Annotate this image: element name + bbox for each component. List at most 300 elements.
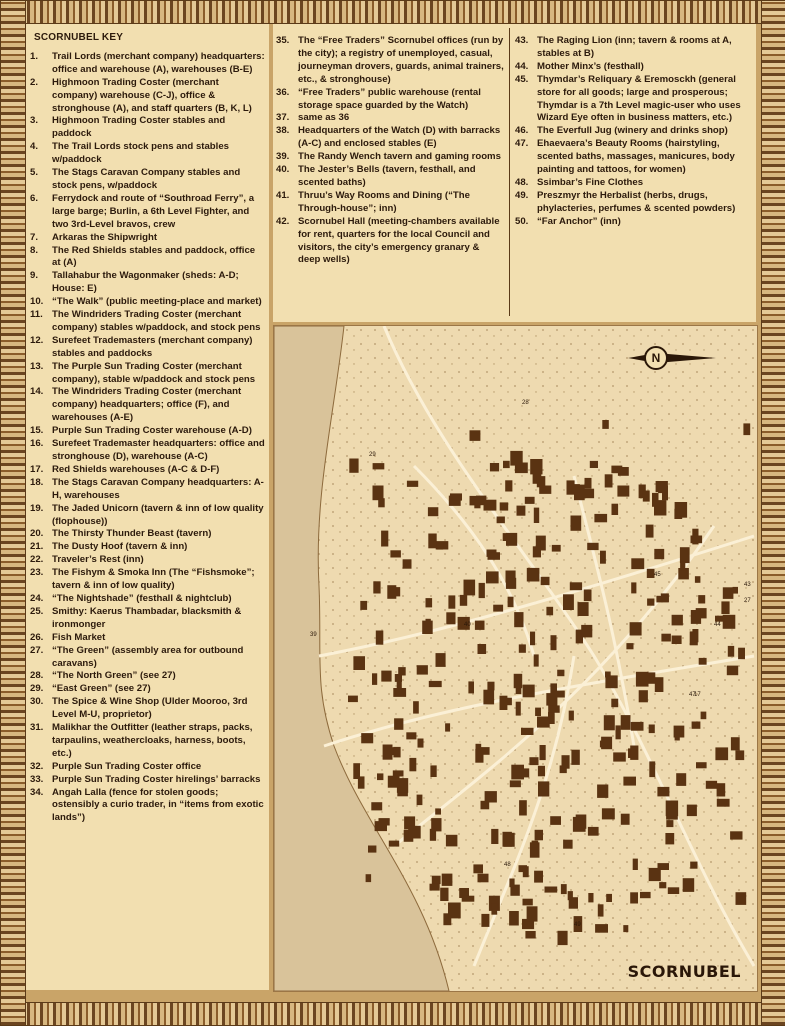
key-column-1 <box>30 32 266 825</box>
key-entry-number: 9. <box>30 270 39 282</box>
key-entry-text: “Far Anchor” (inn) <box>537 215 621 227</box>
building <box>445 723 450 731</box>
key-entry-number: 26. <box>30 631 44 643</box>
building <box>631 582 636 593</box>
key-entry-text: The Red Shields stables and paddock, office at (A) <box>52 244 256 269</box>
building <box>683 878 695 892</box>
building <box>448 595 455 608</box>
key-entry-number: 38. <box>276 125 290 137</box>
building <box>517 506 526 516</box>
building <box>696 762 707 768</box>
key-entry <box>276 151 504 164</box>
building <box>534 654 539 666</box>
key-entry <box>276 112 504 125</box>
building <box>631 558 644 569</box>
building <box>626 643 633 649</box>
key-entry-number: 4. <box>30 141 39 153</box>
key-entry-text: Surefeet Trademasters (merchant company) stables and paddocks <box>52 334 253 359</box>
building <box>440 888 448 901</box>
key-entry-number: 1. <box>30 50 39 62</box>
key-entry-number: 31. <box>30 722 44 734</box>
key-entry-text: Purple Sun Trading Coster hirelings’ barracks <box>52 773 261 785</box>
border-bottom <box>0 1002 785 1026</box>
building <box>617 486 629 497</box>
building <box>569 897 578 909</box>
building <box>509 911 519 926</box>
building <box>432 876 441 884</box>
building <box>519 644 526 652</box>
key-entry <box>30 606 266 632</box>
key-entry <box>515 61 753 74</box>
building <box>376 631 384 645</box>
building <box>446 612 455 624</box>
key-entry-text: The Fishym & Smoka Inn (The “Fishsmoke”; tavern & inn of low quality) <box>52 567 255 592</box>
key-list-1 <box>30 51 266 825</box>
building <box>584 590 592 602</box>
building <box>407 481 418 487</box>
building <box>646 525 654 538</box>
building <box>486 571 499 583</box>
building <box>721 601 729 614</box>
building <box>665 833 674 844</box>
key-entry-number: 29. <box>30 683 44 695</box>
key-entry <box>30 51 266 77</box>
building <box>360 601 367 610</box>
key-entry-number: 45. <box>515 73 529 85</box>
building <box>417 665 428 674</box>
building <box>692 722 701 729</box>
building <box>510 451 522 466</box>
building <box>537 476 546 487</box>
key-entry-text: “The Nightshade” (festhall & nightclub) <box>52 592 232 604</box>
key-list-3 <box>515 35 753 229</box>
key-entry <box>30 593 266 606</box>
key-entry-number: 46. <box>515 125 529 137</box>
building <box>464 580 476 596</box>
building <box>598 904 604 916</box>
building <box>394 718 403 730</box>
key-entry-text: Purple Sun Trading Coster office <box>52 760 202 772</box>
key-entry-text: The “Free Traders” Scornubel offices (run by the city); a registry of unemployed, casual, journeyman drovers, guards, animal trainers, etc., & stronghouse) <box>298 35 504 85</box>
key-entry-text: “The Walk” (public meeting-place and market) <box>52 296 262 308</box>
key-entry <box>30 309 266 335</box>
building <box>430 765 436 777</box>
building <box>631 722 644 731</box>
key-entry <box>30 232 266 245</box>
building <box>430 884 440 891</box>
building <box>538 781 549 796</box>
building <box>611 699 618 708</box>
key-entry-number: 27. <box>30 644 44 656</box>
key-entry-number: 24. <box>30 592 44 604</box>
map-title: SCORNUBEL <box>627 962 741 981</box>
building <box>733 587 738 594</box>
key-entry-number: 3. <box>30 115 39 127</box>
key-entry-text: The Thirsty Thunder Beast (tavern) <box>52 528 212 540</box>
key-entry <box>515 177 753 190</box>
building <box>600 551 606 564</box>
map-location-number: 39 <box>310 632 317 638</box>
building <box>623 777 636 786</box>
key-entry-text: The Spice & Wine Shop (Ulder Mooroo, 3rd Level M-U, proprietor) <box>52 696 248 721</box>
building <box>490 463 499 471</box>
key-entry-text: Malikhar the Outfitter (leather straps, packs, tarpaulins, weathercloaks, harness, boots, etc.) <box>52 722 253 759</box>
building <box>534 508 539 523</box>
key-entry <box>515 35 753 61</box>
building <box>600 741 612 748</box>
key-entry <box>30 296 266 309</box>
key-entry-number: 30. <box>30 696 44 708</box>
building <box>738 648 745 660</box>
building <box>727 666 738 676</box>
key-entry <box>30 77 266 116</box>
building <box>473 864 483 873</box>
key-entry <box>30 425 266 438</box>
building <box>639 690 648 702</box>
building <box>519 800 527 815</box>
building <box>538 766 545 777</box>
building <box>417 795 423 806</box>
building <box>389 841 399 847</box>
key-entry-number: 37. <box>276 112 290 124</box>
key-entry <box>515 190 753 216</box>
key-entry-text: Tallahabur the Wagonmaker (sheds: A-D; House: E) <box>52 270 239 295</box>
key-entry-text: Traveler’s Rest (inn) <box>52 554 144 566</box>
building <box>630 746 638 760</box>
key-entry-text: “Free Traders” public warehouse (rental storage space guarded by the Watch) <box>298 86 481 111</box>
building <box>630 622 642 635</box>
building <box>485 791 497 802</box>
key-entry <box>276 190 504 216</box>
building <box>706 781 717 789</box>
building <box>442 874 453 886</box>
building <box>390 550 401 557</box>
key-entry-text: The Stags Caravan Company stables and stock pens, w/paddock <box>52 167 241 191</box>
building <box>475 621 485 630</box>
key-entry-text: Mother Minx’s (festhall) <box>537 60 644 72</box>
map-location-number: 43 <box>744 582 751 588</box>
key-entry <box>30 361 266 387</box>
key-entry-number: 12. <box>30 334 44 346</box>
building <box>649 761 655 777</box>
key-entry-number: 48. <box>515 176 529 188</box>
border-right <box>761 0 785 1026</box>
key-column-3 <box>515 35 753 229</box>
key-entry-text: Thymdar’s Reliquary & Eremosckh (general store for all goods; large and prosperous; Thymdar is a 7th Level magic-user who uses Wizard Eye often in business matters, etc.) <box>537 73 741 124</box>
key-entry-number: 2. <box>30 76 39 88</box>
building <box>717 799 730 807</box>
building <box>570 582 582 590</box>
key-entry-number: 49. <box>515 189 529 201</box>
building <box>666 801 678 817</box>
key-entry-number: 13. <box>30 360 44 372</box>
building <box>383 745 393 760</box>
building <box>435 808 441 814</box>
key-entry-text: Purple Sun Trading Coster warehouse (A-D) <box>52 425 252 437</box>
key-entry <box>30 438 266 464</box>
building <box>408 826 421 839</box>
building <box>430 829 436 841</box>
building <box>470 430 481 441</box>
building <box>503 832 512 847</box>
building <box>503 461 510 468</box>
building <box>521 728 534 735</box>
building <box>578 602 589 616</box>
map-location-number: 27 <box>744 598 751 604</box>
building <box>606 894 612 902</box>
building <box>388 776 400 788</box>
key-entry-text: Preszmyr the Herbalist (herbs, drugs, phylacteries, perfumes & scented powders) <box>537 189 736 214</box>
key-entry-number: 41. <box>276 189 290 201</box>
key-entry <box>515 216 753 229</box>
key-entry <box>30 554 266 567</box>
building <box>605 474 613 487</box>
key-entry-text: Ssimbar’s Fine Clothes <box>537 176 644 188</box>
building <box>666 820 673 827</box>
building <box>590 461 598 468</box>
building <box>698 595 705 603</box>
building <box>571 516 582 531</box>
key-entry <box>30 386 266 425</box>
building <box>348 696 358 703</box>
building <box>562 755 570 769</box>
building <box>715 747 728 760</box>
building <box>695 576 701 583</box>
building <box>643 491 650 502</box>
building <box>558 931 568 945</box>
building <box>358 776 365 788</box>
building <box>696 608 707 618</box>
key-entry-number: 20. <box>30 528 44 540</box>
building <box>715 616 728 622</box>
building <box>551 635 557 650</box>
key-entry-number: 25. <box>30 605 44 617</box>
building <box>575 817 582 829</box>
building <box>535 830 543 841</box>
building <box>525 497 535 504</box>
map-location-number: 48 <box>504 862 511 868</box>
building <box>604 715 615 730</box>
key-entry <box>30 477 266 503</box>
key-entry-text: The Trail Lords stock pens and stables w/paddock <box>52 141 230 166</box>
building <box>368 846 376 853</box>
building <box>548 705 560 712</box>
key-entry-number: 19. <box>30 502 44 514</box>
building <box>699 658 707 665</box>
building <box>612 504 619 515</box>
key-entry <box>276 87 504 113</box>
building <box>479 583 485 598</box>
building <box>523 866 529 877</box>
building <box>448 903 461 919</box>
key-entry-number: 39. <box>276 151 290 163</box>
building <box>595 924 608 933</box>
building <box>661 634 671 642</box>
building <box>561 884 567 894</box>
key-list-2 <box>276 35 504 267</box>
building <box>491 829 498 844</box>
key-entry <box>276 164 504 190</box>
building <box>462 896 475 902</box>
key-entry-number: 23. <box>30 567 44 579</box>
building <box>649 868 661 881</box>
building <box>523 899 533 906</box>
key-entry-number: 10. <box>30 296 44 308</box>
building <box>728 646 734 657</box>
building <box>687 805 697 817</box>
key-entry <box>276 216 504 268</box>
key-entry <box>30 645 266 671</box>
key-entry <box>276 125 504 151</box>
key-entry-number: 43. <box>515 35 529 46</box>
building <box>514 674 523 688</box>
key-entry <box>30 270 266 296</box>
key-entry-text: Arkaras the Shipwright <box>52 231 158 243</box>
key-entry-text: same as 36 <box>298 112 350 124</box>
building <box>387 585 396 599</box>
key-entry-number: 5. <box>30 167 39 179</box>
key-entry-text: Highmoon Trading Coster stables and paddock <box>52 115 226 140</box>
building <box>690 862 697 869</box>
building <box>736 892 747 905</box>
key-entry-text: Thruu’s Way Rooms and Dining (“The Through-house”; inn) <box>298 189 470 214</box>
key-column-2 <box>276 35 504 267</box>
building <box>602 808 615 819</box>
building <box>674 726 685 738</box>
building <box>483 690 494 705</box>
building <box>621 814 630 825</box>
key-entry-number: 33. <box>30 773 44 785</box>
building <box>377 773 383 780</box>
key-entry-number: 35. <box>276 35 290 46</box>
key-entry-number: 36. <box>276 86 290 98</box>
building <box>487 682 494 691</box>
building <box>692 629 698 642</box>
building <box>381 531 388 547</box>
key-entry-number: 40. <box>276 164 290 176</box>
building <box>506 578 516 589</box>
key-entry-number: 7. <box>30 231 39 243</box>
building <box>418 739 424 748</box>
map-location-number: 40 <box>464 622 471 628</box>
building <box>540 745 546 760</box>
key-entry-text: Ferrydock and route of “Southroad Ferry”, a large barge; Burlin, a 6th Level Fighter, and two 3rd-Level bravos, crew <box>52 192 255 230</box>
building <box>366 874 372 882</box>
building <box>500 502 509 510</box>
building <box>534 871 543 883</box>
key-entry-number: 11. <box>30 309 43 321</box>
building <box>668 887 679 894</box>
border-left <box>0 0 26 1026</box>
building <box>491 903 497 914</box>
key-entry-number: 22. <box>30 554 44 566</box>
building <box>525 931 535 939</box>
key-entry-text: The Dusty Hoof (tavern & inn) <box>52 541 188 553</box>
building <box>361 733 373 743</box>
key-entry-number: 32. <box>30 760 44 772</box>
building <box>659 882 666 888</box>
building <box>545 887 558 893</box>
building <box>530 632 535 646</box>
building <box>657 787 669 797</box>
town-map <box>273 325 758 992</box>
building <box>505 480 512 491</box>
building <box>701 712 707 720</box>
key-entry-text: The Jester’s Bells (tavern, festhall, and scented baths) <box>298 164 476 188</box>
building <box>474 499 480 508</box>
building <box>488 552 501 560</box>
map-location-number: 45 <box>654 572 661 578</box>
building <box>735 750 744 760</box>
key-entry-text: The Purple Sun Trading Coster (merchant company), stable w/paddock and stock pens <box>52 360 256 385</box>
building <box>478 644 487 654</box>
building <box>529 757 538 765</box>
building <box>426 598 433 607</box>
key-entry-number: 16. <box>30 438 44 450</box>
key-entry-text: Red Shields warehouses (A-C & D-F) <box>52 463 220 475</box>
building <box>654 500 666 515</box>
key-entry-text: Fish Market <box>52 631 106 643</box>
key-entry-text: The Windriders Trading Coster (merchant company) stables w/paddock, and stock pens <box>52 309 261 333</box>
building <box>395 674 402 682</box>
key-entry-text: Scornubel Hall (meeting-chambers available for rent, quarters for the local Council and visitors, the city’s emergency granary & deep wells) <box>298 215 500 266</box>
building <box>381 671 391 682</box>
building <box>373 486 384 501</box>
building <box>647 599 654 606</box>
key-entry <box>515 125 753 138</box>
building <box>730 831 742 839</box>
key-entry-text: Smithy: Kaerus Thambadar, blacksmith & ironmonger <box>52 605 242 630</box>
building <box>618 467 629 476</box>
building <box>517 768 530 777</box>
building <box>546 693 557 706</box>
key-entry-text: Headquarters of the Watch (D) with barracks (A-C) and enclosed stables (E) <box>298 125 501 150</box>
building <box>497 517 505 524</box>
key-entry-number: 44. <box>515 60 529 72</box>
key-entry-text: “East Green” (see 27) <box>52 683 151 695</box>
key-entry <box>30 696 266 722</box>
key-entry-text: The Randy Wench tavern and gaming rooms <box>298 151 501 163</box>
key-entry <box>30 335 266 361</box>
key-entry <box>30 632 266 645</box>
building <box>597 785 608 798</box>
key-entry <box>515 74 753 126</box>
building <box>648 672 655 683</box>
building <box>537 717 550 728</box>
building <box>594 514 607 522</box>
key-entry-number: 18. <box>30 476 44 488</box>
building <box>500 696 508 710</box>
key-entry <box>30 193 266 232</box>
building <box>373 581 380 593</box>
key-entry <box>30 167 266 193</box>
building <box>731 737 740 750</box>
building <box>571 750 579 765</box>
building <box>546 607 553 616</box>
building <box>672 636 682 645</box>
building <box>672 615 683 626</box>
map-location-number: 28 <box>522 400 529 406</box>
building <box>429 681 442 687</box>
building <box>692 529 698 545</box>
building <box>510 780 521 787</box>
building <box>656 481 668 492</box>
key-entry <box>30 528 266 541</box>
building <box>403 559 412 568</box>
building <box>393 688 406 697</box>
key-entry-text: Highmoon Trading Coster (merchant company) warehouse (C-J), office & stronghouse (A), and staff quarters (B, K, L) <box>52 76 252 114</box>
building <box>413 701 419 713</box>
